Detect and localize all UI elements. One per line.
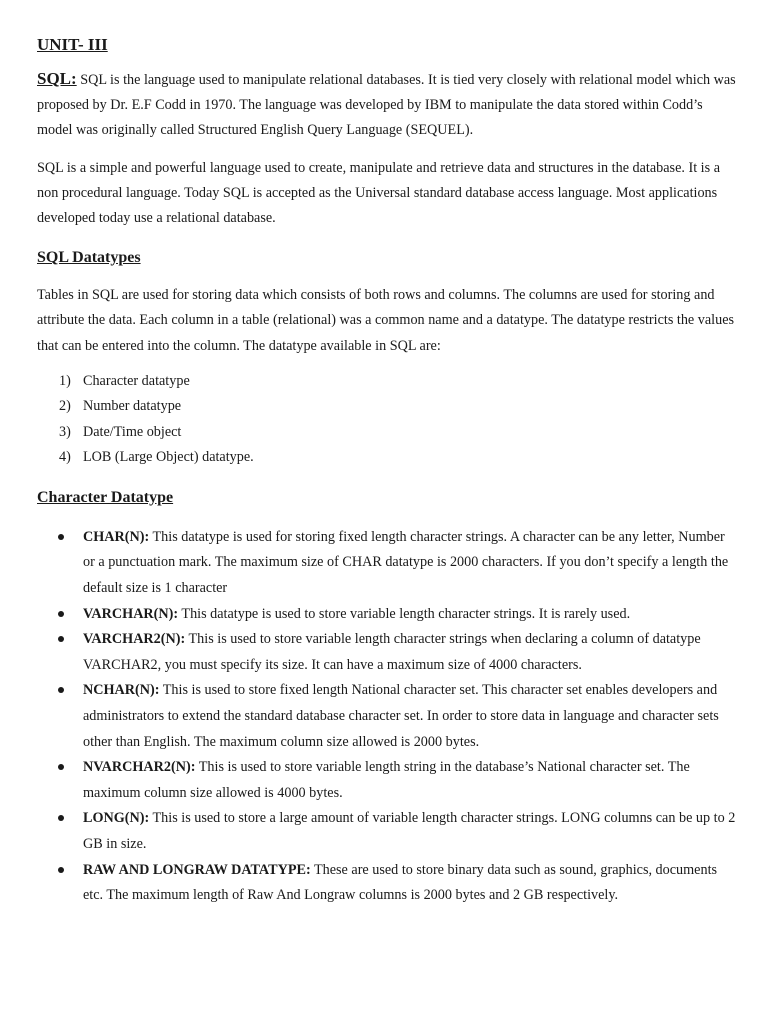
datatype-term: CHAR(N):: [83, 528, 150, 545]
list-item: [37, 755, 737, 806]
list-item-text: Number datatype: [83, 398, 182, 415]
list-item-text: Character datatype: [83, 372, 190, 389]
document-page: [37, 34, 737, 909]
datatype-term: RAW AND LONGRAW DATATYPE:: [83, 861, 311, 878]
list-item: [37, 627, 737, 678]
datatype-term: NCHAR(N):: [83, 682, 160, 699]
bullet-icon: [58, 867, 64, 873]
datatype-description: This datatype is used to store variable length character strings. It is rarely used.: [178, 605, 631, 622]
list-item: [37, 445, 737, 471]
datatypes-paragraph: Tables in SQL are used for storing data which consists of both rows and columns. The columns are used for storing and attribute the data. Each column in a table (relational) was a common name and a datatype. The datatype restricts the values that can be entered into the column. The datatype available in SQL are:: [37, 287, 735, 354]
unit-title: UNIT- III: [37, 35, 108, 54]
list-item: [37, 394, 737, 420]
datatype-description: This is used to store fixed length National character set. This character set enables developers and administrators to extend the standard database character set. In order to store data in language and character sets other than English. The maximum column size allowed is 2000 bytes.: [83, 682, 719, 750]
bullet-icon: [58, 764, 64, 770]
datatype-description: These are used to store binary data such as sound, graphics, documents etc. The maximum length of Raw And Longraw columns is 2000 bytes and 2 GB respectively.: [83, 861, 718, 904]
bullet-icon: [58, 687, 64, 693]
character-datatype-list: [37, 525, 737, 909]
list-item-text: Date/Time object: [83, 423, 182, 440]
bullet-icon: [58, 815, 64, 821]
bullet-icon: [58, 636, 64, 642]
intro-paragraph-2: SQL is a simple and powerful language used to create, manipulate and retrieve data and structures in the database. It is a non procedural language. Today SQL is accepted as the Universal standard database access language. Most applications developed today use a relational database.: [37, 159, 720, 227]
list-item-text: LOB (Large Object) datatype.: [83, 449, 254, 466]
sql-lead-term: SQL:: [37, 69, 77, 88]
list-item: [37, 420, 737, 446]
bullet-icon: [58, 611, 64, 617]
character-datatype-heading: Character Datatype: [37, 488, 174, 506]
list-item: [37, 806, 737, 857]
intro-text: SQL is the language used to manipulate relational databases. It is tied very closely with relational model which was proposed by Dr. E.F Codd in 1970. The language was developed by IBM to manipulate the data stored within Codd’s model was originally called Structured English Query Language (SEQUEL).: [37, 72, 736, 139]
list-item: [37, 525, 737, 602]
bullet-icon: [58, 534, 64, 540]
datatype-description: This datatype is used for storing fixed length character strings. A character can be any letter, Number or a punctuation mark. The maximum size of CHAR datatype is 2000 characters. If you don’t specify a length the default size is 1 character: [83, 528, 729, 597]
datatype-description: This is used to store variable length string in the database’s National character set. The maximum column size allowed is 4000 bytes.: [83, 759, 690, 801]
datatype-description: This is used to store a large amount of variable length character strings. LONG columns can be up to 2 GB in size.: [83, 810, 736, 852]
list-item: [37, 602, 737, 628]
list-number: 2): [59, 398, 71, 415]
datatypes-list: [37, 369, 737, 471]
datatype-term: VARCHAR2(N):: [83, 631, 186, 648]
list-number: 3): [59, 423, 71, 440]
list-item: [37, 678, 737, 755]
sql-datatypes-heading: SQL Datatypes: [37, 249, 141, 267]
datatype-term: VARCHAR(N):: [83, 605, 179, 622]
datatype-term: LONG(N):: [83, 810, 150, 827]
list-number: 4): [59, 449, 71, 466]
datatype-term: NVARCHAR2(N):: [83, 759, 196, 776]
intro-paragraph: [37, 66, 737, 144]
list-item: [37, 369, 737, 395]
list-number: 1): [59, 372, 71, 389]
datatype-description: This is used to store variable length character strings when declaring a column of datatype VARCHAR2, you must specify its size. It can have a maximum size of 4000 characters.: [83, 631, 701, 673]
list-item: [37, 858, 737, 909]
